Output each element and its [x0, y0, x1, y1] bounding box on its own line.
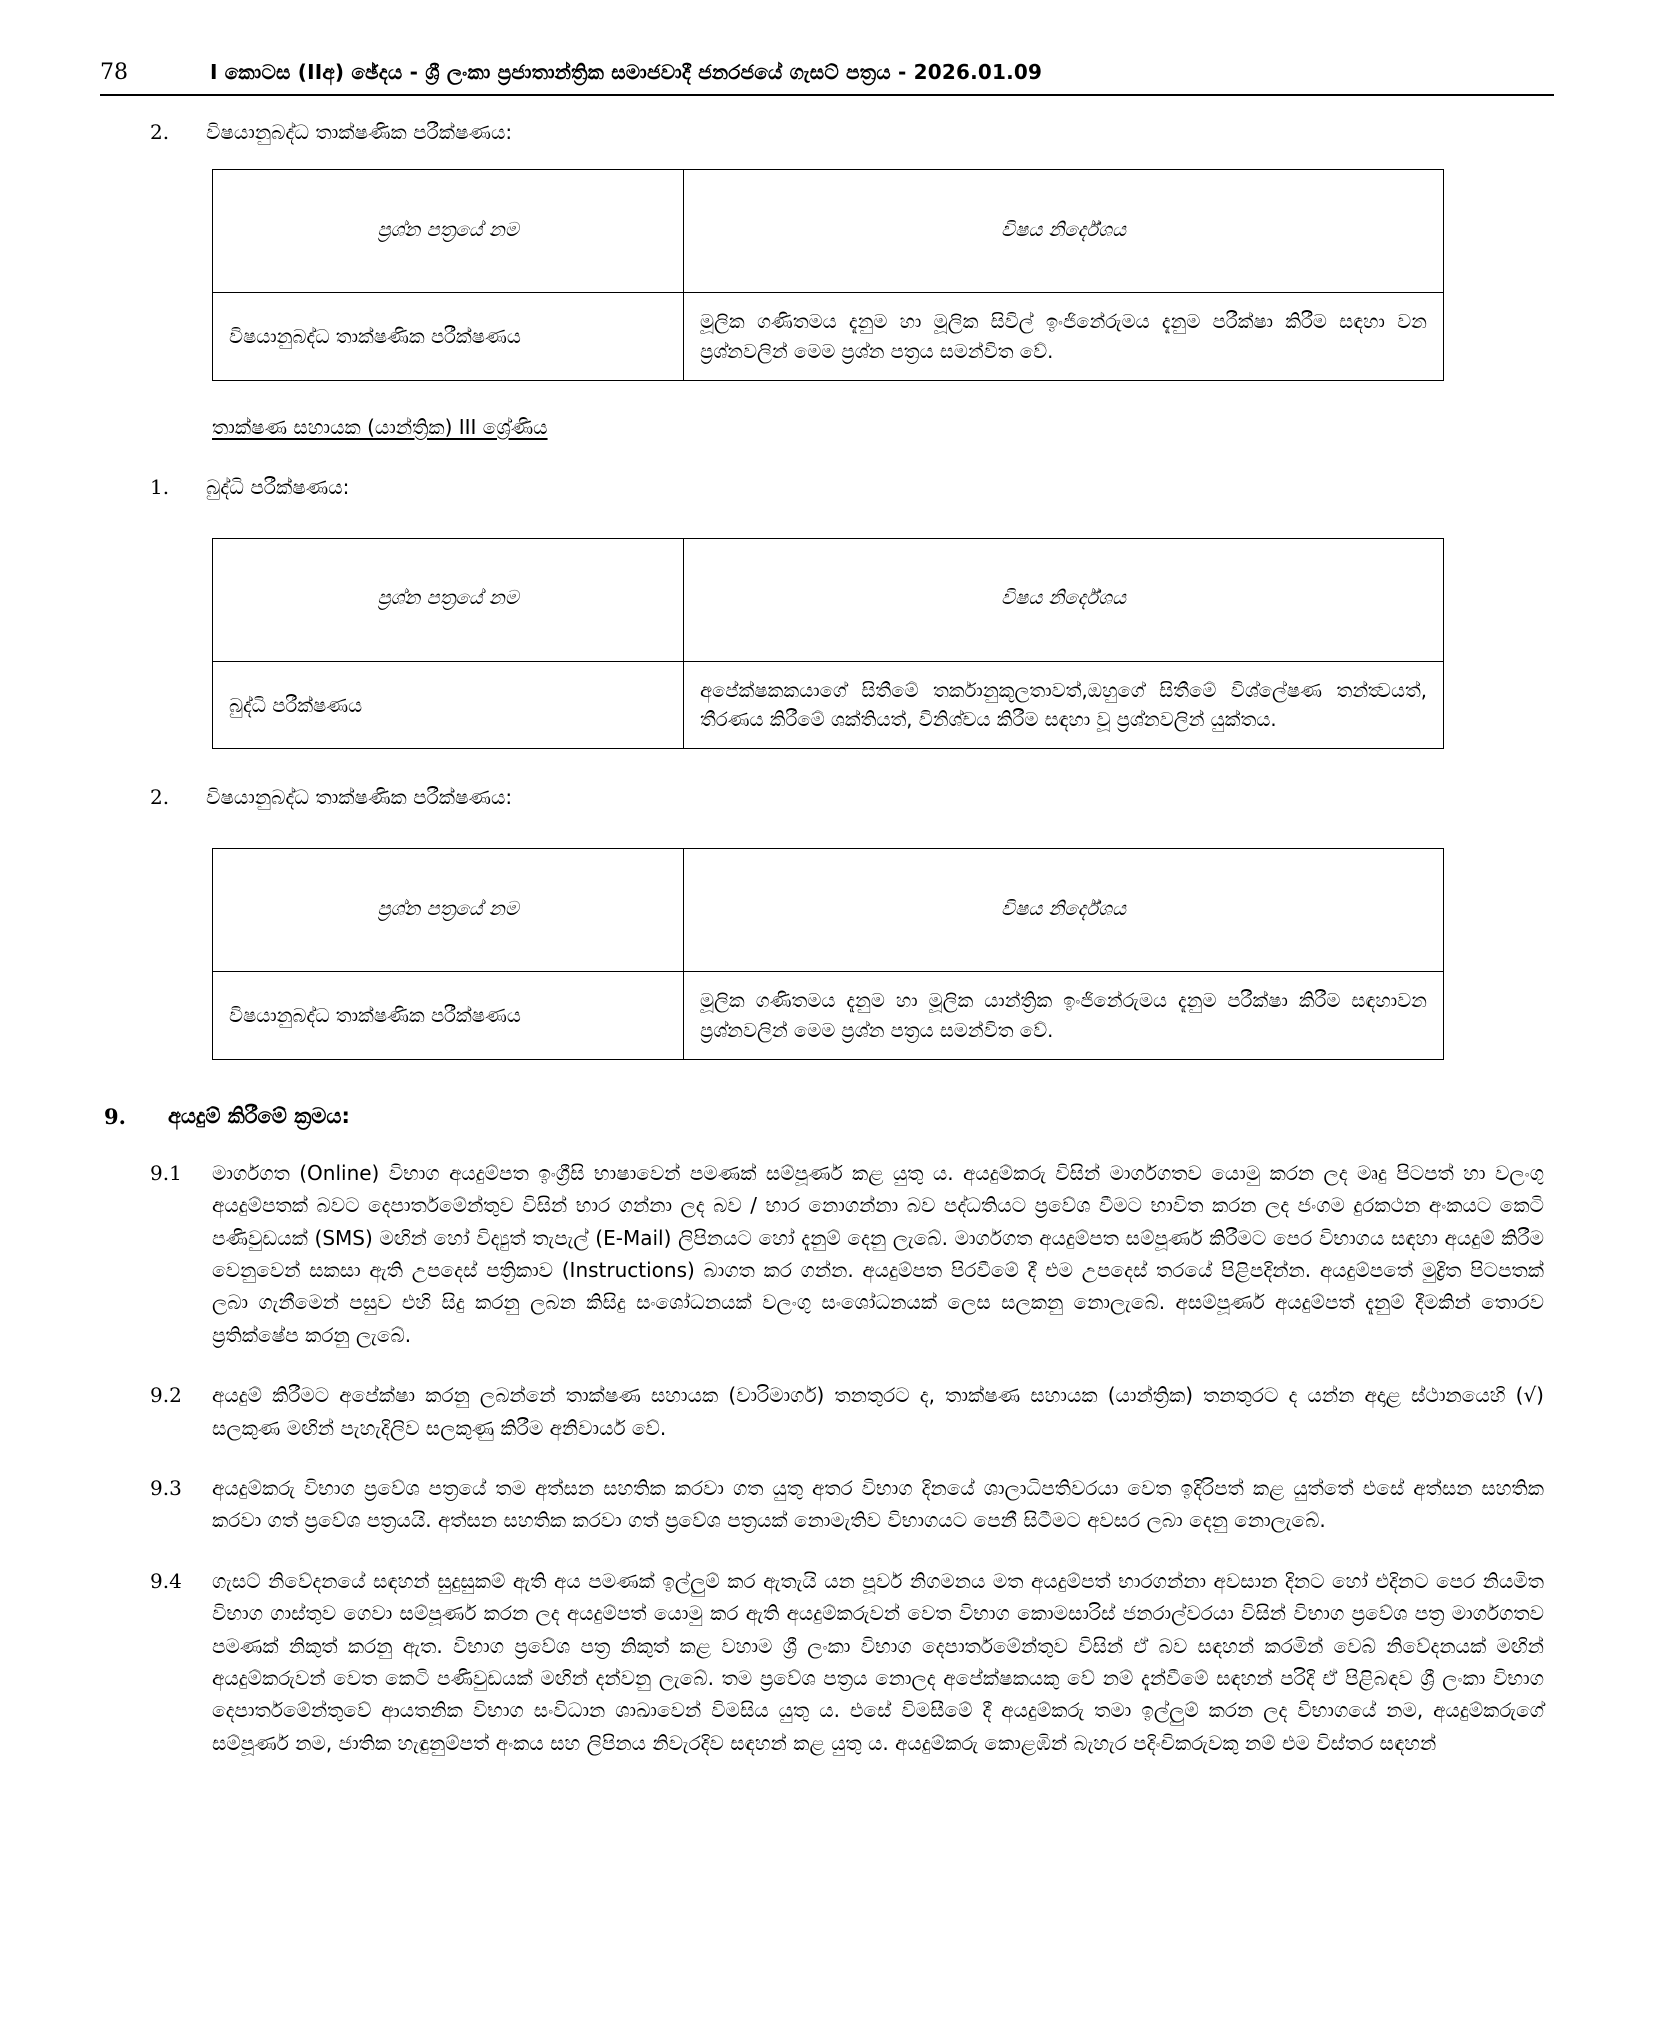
table-row	[213, 293, 1444, 381]
item-number: 2.	[150, 120, 170, 145]
section-title: අයදුම් කිරීමේ ක්‍රමය:	[168, 1103, 350, 1128]
table-row	[213, 972, 1444, 1060]
paragraph-9-2	[150, 1379, 1554, 1444]
cell-paper-name: විෂයානුබද්ධ තාක්ෂණික පරීක්ෂණය	[213, 972, 684, 1060]
paragraph-number: 9.2	[150, 1383, 182, 1408]
paragraph-number: 9.1	[150, 1160, 182, 1185]
paragraph-text: ගැසට් නිවේදනයේ සඳහන් සුදුසුකම් ඇති අය පමණක් ඉල්ලුම් කර ඇතැයි යන පූර්ව නිගමනය මත අයදුම්පත් භාරගන්නා අවසාන දිනට හෝ එදිනට පෙර නියමිත විභාග ගාස්තුව ගෙවා සම්පූර්ණ කරන ලද අයදුම්පත් යොමු කර ඇති අයදුම්කරුවන් වෙත විභාග කොමසාරිස් ජනරාල්වරයා විසින් විභාග ප්‍රවේශ පත්‍ර මාර්ගගතව පමණක් නිකුත් කරනු ඇත. විභාග ප්‍රවේශ පත්‍ර නිකුත් කළ වහාම ශ්‍රී ලංකා විභාග දෙපාර්තමේන්තුව විසින් ඒ බව සඳහන් කරමින් වෙබ් නිවේදනයක් මඟින් අයදුම්කරුවන් වෙත කෙටි පණිවුඩයක් මඟින් දන්වනු ලැබේ. තම ප්‍රවේශ පත්‍රය නොලද අපේක්ෂකයකු වේ නම් දැන්වීමේ සඳහන් පරිදි ඒ පිළිබඳව ශ්‍රී ලංකා විභාග දෙපාර්තමේන්තුවේ ආයතනික විභාග සංවිධාන ශාඛාවෙන් විමසිය යුතු ය. එසේ විමසීමේ දී අයදුම්කරු තමා ඉල්ලුම් කරන ලද විභාගයේ නම, අයදුම්කරුගේ සම්පූර්ණ නම, ජාතික හැඳුනුම්පත් අංකය සහ ලිපිනය නිවැරදිව සඳහන් කළ යුතු ය. අයදුම්කරු කොළඹින් බැහැර පදිංචිකරුවකු නම් එම විස්තර සඳහන්	[212, 1568, 1544, 1755]
item-number: 1.	[150, 474, 170, 499]
spec-table-a	[212, 169, 1444, 381]
header-title: I කොටස (IIඅ) ඡේදය - ශ්‍රී ලංකා ප්‍රජාතාන්ත්‍රික සමාජවාදී ජනරජයේ ගැසට් පත්‍රය - 2026.01.09	[210, 60, 1043, 84]
paragraph-9-1	[150, 1157, 1554, 1351]
paragraph-9-4	[150, 1565, 1554, 1759]
cell-syllabus: මූලික ගණිතමය දැනුම හා මූලික සිවිල් ඉංජිනේරුමය දැනුම පරීක්ෂා කිරීම සඳහා වන ප්‍රශ්නවලින් මෙම ප්‍රශ්න පත්‍රය සමන්විත වේ.	[684, 293, 1444, 381]
column-header-syllabus: විෂය නිර්දේශය	[684, 538, 1444, 661]
list-item-section-c	[150, 783, 1554, 812]
column-header-paper-name: ප්‍රශ්න පත්‍රයේ නම	[213, 538, 684, 661]
list-item-section-b	[150, 473, 1554, 502]
item-number: 2.	[150, 785, 170, 810]
section-number: 9.	[104, 1103, 126, 1129]
column-header-paper-name: ප්‍රශ්න පත්‍රයේ නම	[213, 849, 684, 972]
table-row	[213, 661, 1444, 749]
grade-heading-wrap	[100, 381, 1554, 439]
spec-table-c	[212, 848, 1444, 1060]
section-9-heading	[100, 1104, 1554, 1129]
item-label: විෂයානුබද්ධ තාක්ෂණික පරීක්ෂණය:	[206, 120, 513, 145]
cell-syllabus: මූලික ගණිතමය දැනුම හා මූලික යාන්ත්‍රික ඉංජිනේරුමය දැනුම පරීක්ෂා කිරීම සඳහාවන ප්‍රශ්නවලින් මෙම ප්‍රශ්න පත්‍රය සමන්විත වේ.	[684, 972, 1444, 1060]
grade-heading: තාක්ෂණ සහායක (යාන්ත්‍රික) III ශ්‍රේණිය	[212, 414, 548, 439]
spacer	[100, 749, 1554, 783]
paragraph-text: අයදුම්කරු විභාග ප්‍රවේශ පත්‍රයේ තම අත්සන සහතික කරවා ගත යුතු අතර විභාග දිනයේ ශාලාධිපතිවරයා වෙත ඉදිරිපත් කළ යුත්තේ එසේ අත්සන සහතික කරවා ගත් ප්‍රවේශ පත්‍රයයි. අත්සන සහතික කරවා ගත් ප්‍රවේශ පත්‍රයක් නොමැතිව විභාගයට පෙනී සිටීමට අවසර ලබා දෙනු නොලැබේ.	[212, 1476, 1544, 1533]
paragraph-number: 9.4	[150, 1568, 182, 1593]
item-label: විෂයානුබද්ධ තාක්ෂණික පරීක්ෂණය:	[206, 785, 513, 810]
table-header-row	[213, 170, 1444, 293]
table-header-row	[213, 849, 1444, 972]
cell-paper-name: විෂයානුබද්ධ තාක්ෂණික පරීක්ෂණය	[213, 293, 684, 381]
list-item-section-a	[150, 118, 1554, 147]
header-divider	[100, 94, 1554, 96]
paragraph-number: 9.3	[150, 1476, 182, 1501]
column-header-paper-name: ප්‍රශ්න පත්‍රයේ නම	[213, 170, 684, 293]
spec-table-b	[212, 538, 1444, 750]
paragraph-text: අයදුම් කිරීමට අපේක්ෂා කරනු ලබන්නේ තාක්ෂණ සහායක (වාරිමාර්ග) තනතුරට ද, තාක්ෂණ සහායක (යාන්ත්‍රික) තනතුරට ද යන්න අදාළ ස්ථානයෙහි (√) සලකුණ මඟින් පැහැදිලිව සලකුණු කිරීම අනිවාර්ය වේ.	[212, 1383, 1544, 1440]
column-header-syllabus: විෂය නිර්දේශය	[684, 849, 1444, 972]
table-header-row	[213, 538, 1444, 661]
cell-paper-name: බුද්ධි පරීක්ෂණය	[213, 661, 684, 749]
spacer	[100, 439, 1554, 473]
item-label: බුද්ධි පරීක්ෂණය:	[206, 474, 350, 499]
paragraph-9-3	[150, 1472, 1554, 1537]
page-header	[100, 60, 1554, 94]
column-header-syllabus: විෂය නිර්දේශය	[684, 170, 1444, 293]
page-number: 78	[100, 60, 128, 85]
paragraph-text: මාර්ගගත (Online) විභාග අයදුම්පත ඉංග්‍රීසි භාෂාවෙන් පමණක් සම්පූර්ණ කළ යුතු ය. අයදුම්කරු විසින් මාර්ගගතව යොමු කරන ලද මෘදු පිටපත් හා වලංගු අයදුම්පතක් බවට දෙපාර්තමේන්තුව විසින් භාර ගන්නා ලද බව / භාර නොගන්නා බව පද්ධතියට ප්‍රවේශ වීමට භාවිත කරන ලද ජංගම දුරකථන අංකයට කෙටි පණිවුඩයක් (SMS) මඟින් හෝ විද්‍යුත් තැපැල් (E-Mail) ලිපිනයට හෝ දැනුම් දෙනු ලැබේ. මාර්ගගත අයදුම්පත සම්පූර්ණ කිරීමට පෙර විභාගය සඳහා අයදුම් කිරීම වෙනුවෙන් සකසා ඇති උපදෙස් පත්‍රිකාව (Instructions) බාගත කර ගන්න. අයදුම්පත පිරවීමේ දී එම උපදෙස් තරයේ පිළිපදින්න. අයදුම්පතේ මුද්‍රිත පිටපතක් ලබා ගැනීමෙන් පසුව එහි සිදු කරනු ලබන කිසිදු සංශෝධනයක් වලංගු සංශෝධනයක් ලෙස සලකනු නොලැබේ. අසම්පූර්ණ අයදුම්පත් දැනුම් දීමකින් තොරව ප්‍රතික්ෂේප කරනු ලැබේ.	[212, 1160, 1544, 1347]
cell-syllabus: අපේක්ෂකකයාගේ සිතීමේ තර්කානුකූලතාවත්,ඔහුගේ සිතීමේ විශ්ලේෂණ තන්ත්‍වයත්, තීරණය කිරීමේ ශක්තියත්, විනිශ්චය කිරීම සඳහා වූ ප්‍රශ්නවලින් යුක්තය.	[684, 661, 1444, 749]
